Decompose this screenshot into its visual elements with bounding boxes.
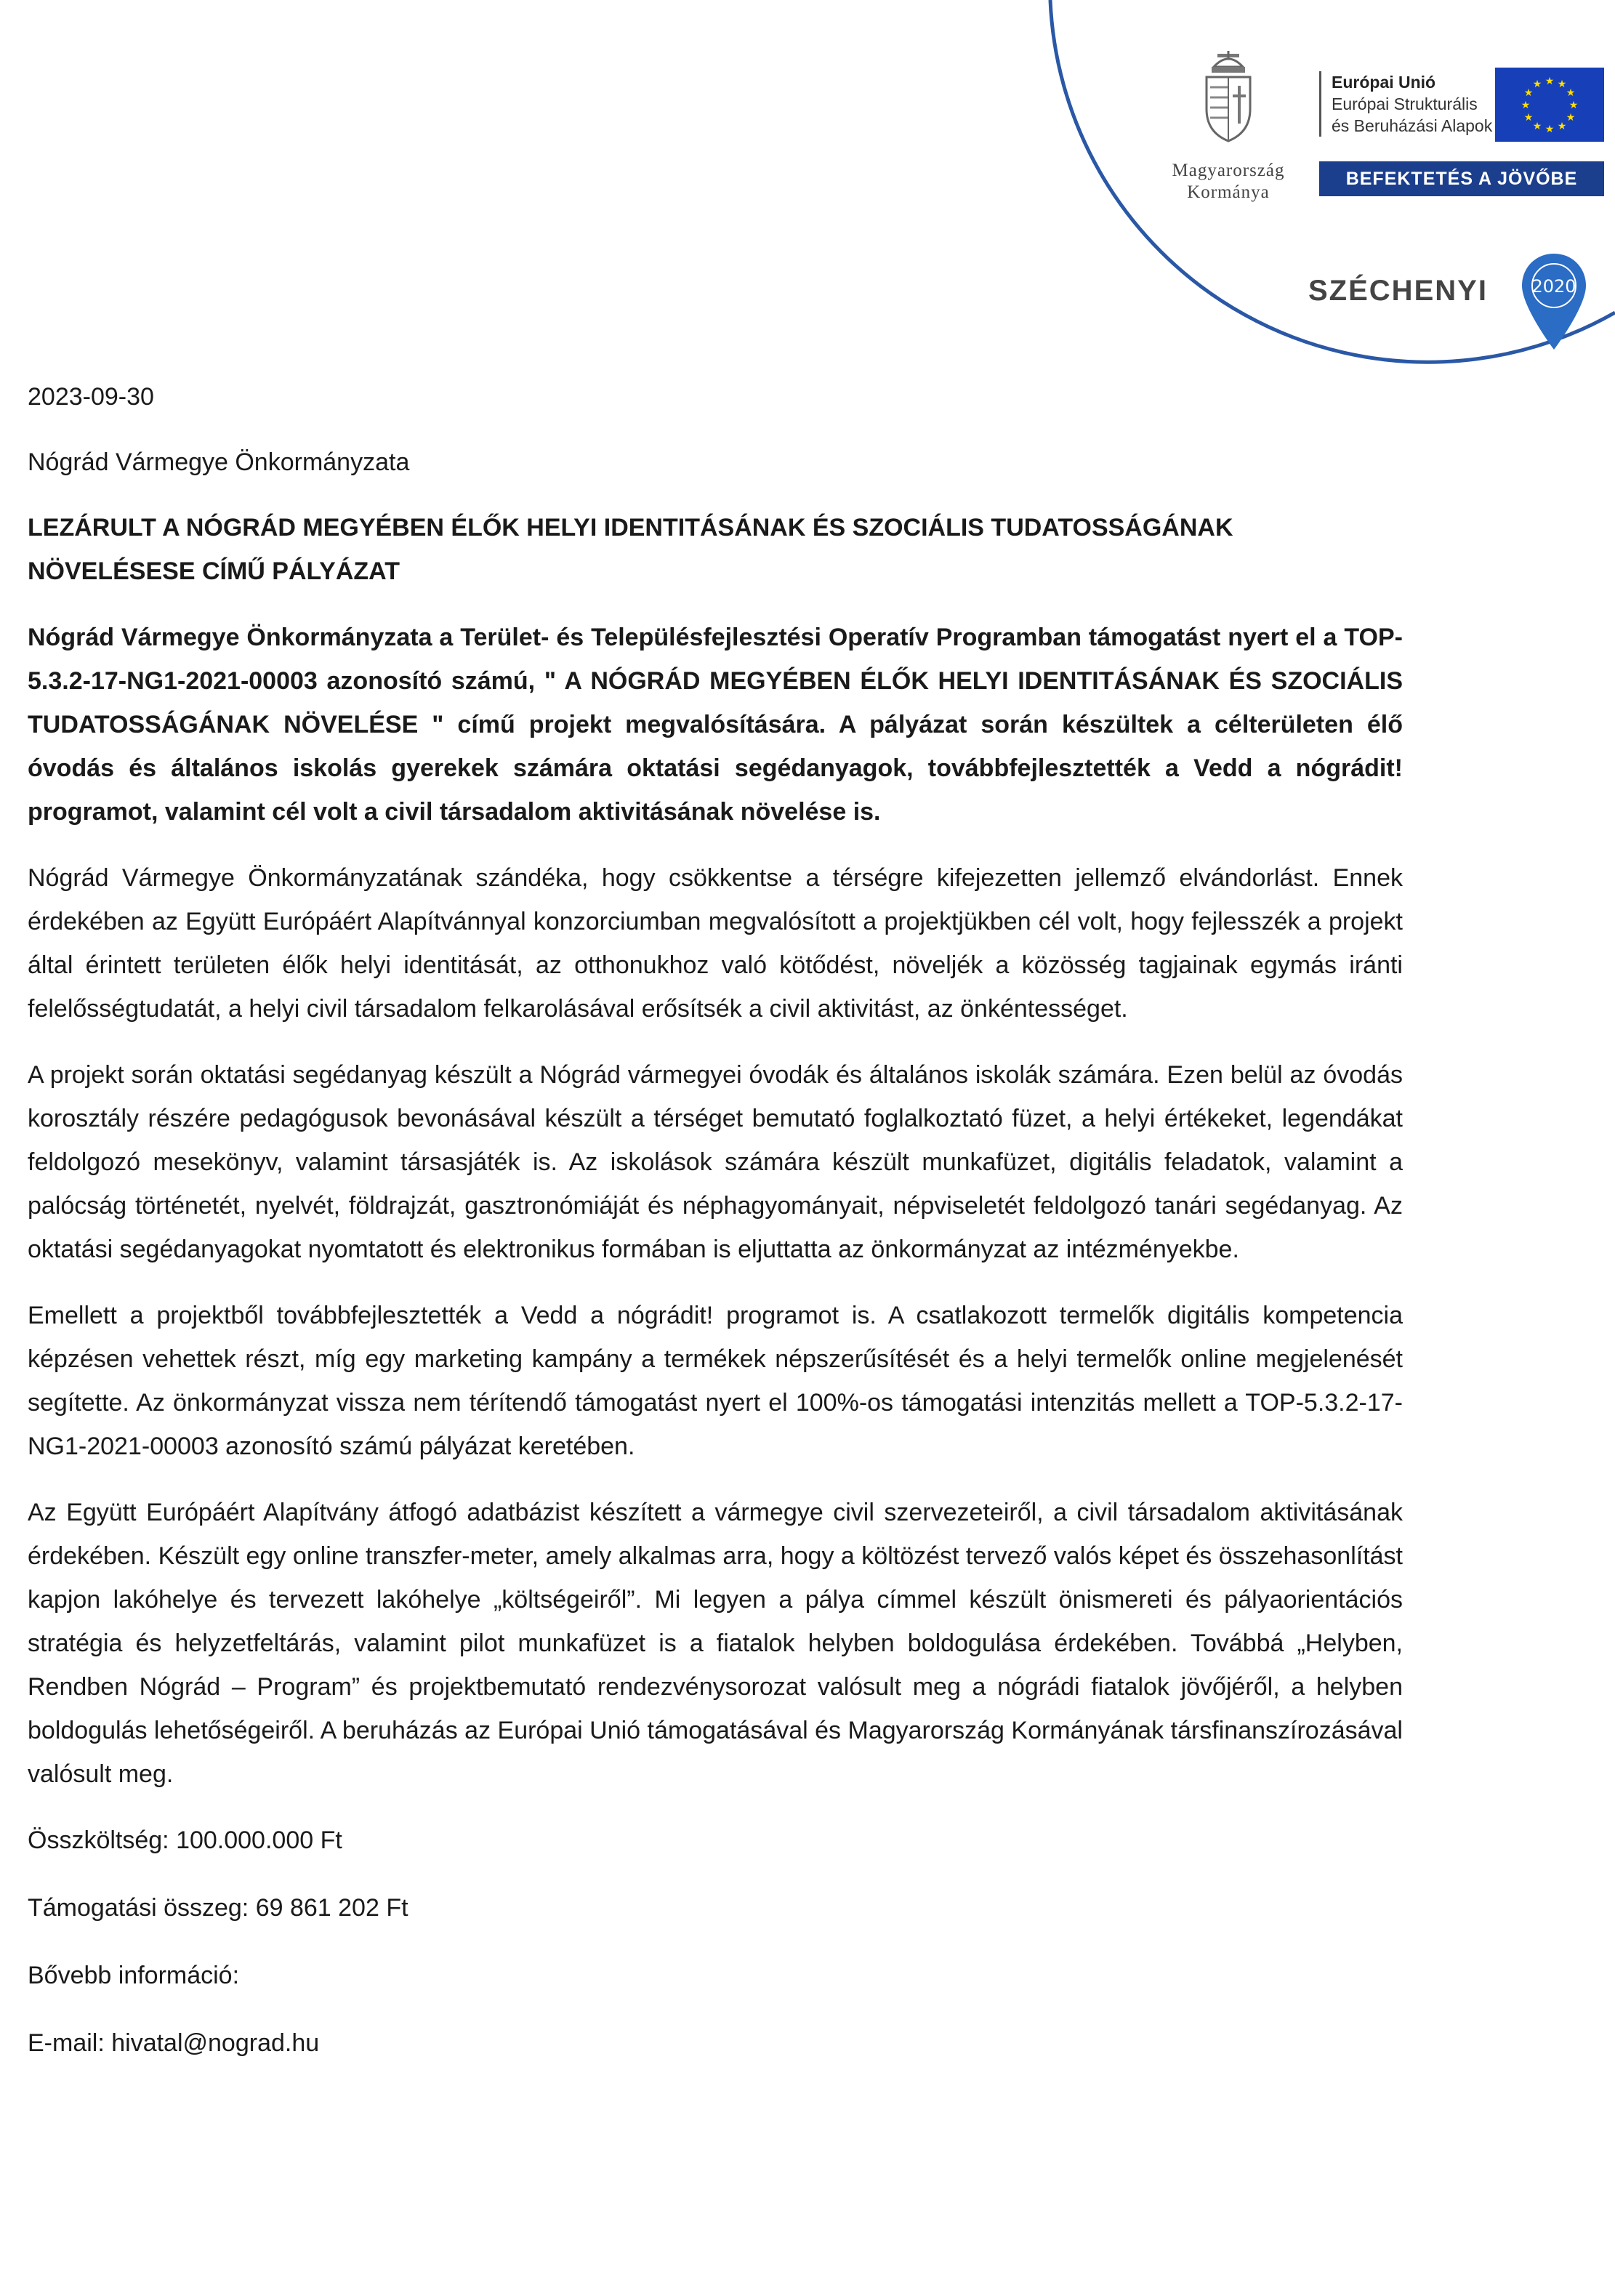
svg-text:★: ★	[1566, 87, 1576, 99]
eu-line3: és Beruházási Alapok	[1332, 116, 1493, 135]
gov-name-line2: Kormánya	[1187, 182, 1270, 202]
contact-email[interactable]: E-mail: hivatal@nograd.hu	[28, 2029, 320, 2057]
lead-paragraph: Nógrád Vármegye Önkormányzata a Terület- és Településfejlesztési Operatív Programban támogatást nyert el a TOP-5.3.2-17-NG1-2021-00003 azonosító számú, " A NÓGRÁD MEGYÉBEN ÉLŐK HELYI IDENTITÁSÁNAK ÉS SZOCIÁLIS TUDATOSSÁGÁNAK NÖVELÉSE " című projekt megvalósítására. A pályázat során készültek a célterületen élő óvodás és általános iskolás gyerekek számára oktatási segédanyagok, továbbfejlesztették a Vedd a nógrádit! programot, valamint cél volt a civil társadalom aktivitásának növelése is.	[28, 624, 1403, 826]
total-cost: Összköltség: 100.000.000 Ft	[28, 1826, 342, 1854]
more-info-label: Bővebb információ:	[28, 1962, 240, 1989]
decorative-arc	[0, 0, 1615, 407]
svg-text:★: ★	[1544, 124, 1555, 135]
svg-text:★: ★	[1521, 100, 1531, 111]
svg-text:★: ★	[1557, 78, 1567, 90]
document-body	[28, 375, 1403, 2089]
eu-flag-icon	[1495, 68, 1604, 142]
support-amount: Támogatási összeg: 69 861 202 Ft	[28, 1894, 408, 1922]
svg-text:★: ★	[1523, 112, 1534, 124]
hungarian-crest-icon	[1196, 51, 1261, 145]
organization-name: Nógrád Vármegye Önkormányzata	[28, 448, 410, 476]
body-paragraph-3: Emellett a projektből továbbfejlesztették a Vedd a nógrádit! programot is. A csatlakozott termelők digitális kompetencia képzésen vehettek részt, míg egy marketing kampány a termékek népszerűsítését és a helyi termelők online megjelenését segítette. Az önkormányzat vissza nem térítendő támogatást nyert el 100%-os támogatási intenzitás mellett a TOP-5.3.2-17-NG1-2021-00003 azonosító számú pályázat keretében.	[28, 1302, 1403, 1460]
body-paragraph-2: A projekt során oktatási segédanyag készült a Nógrád vármegyei óvodák és általános iskolák számára. Ezen belül az óvodás korosztály részére pedagógusok bevonásával készült a térséget bemutató foglalkoztató füzet, a helyi értékeket, legendákat feldolgozó mesekönyv, valamint társasjáték is. Az iskolások számára készült munkafüzet, digitális feladatok, valamint a palócság történetét, nyelvét, földrajzát, gasztronómiáját és néphagyományait, népviseletét feldolgozó tanári segédanyag. Az oktatási segédanyagokat nyomtatott és elektronikus formában is eljuttatta az önkormányzat az intézményekbe.	[28, 1061, 1403, 1263]
svg-text:★: ★	[1532, 121, 1542, 132]
eu-line2: Európai Strukturális	[1332, 94, 1478, 113]
svg-text:★: ★	[1566, 112, 1576, 124]
document-title: LEZÁRULT A NÓGRÁD MEGYÉBEN ÉLŐK HELYI IDENTITÁSÁNAK ÉS SZOCIÁLIS TUDATOSSÁGÁNAK NÖVELÉSESE CÍMŰ PÁLYÁZAT	[28, 514, 1233, 585]
body-paragraph-1: Nógrád Vármegye Önkormányzatának szándéka, hogy csökkentse a térségre kifejezetten jellemző elvándorlást. Ennek érdekében az Együtt Európáért Alapítvánnyal konzorciumban megvalósított a projektjükben cél volt, hogy fejlesszék a projekt által érintett területen élők helyi identitását, az otthonukhoz való kötődést, növeljék a közösség tagjainak egymás iránti felelősségtudatát, a helyi civil társadalom felkarolásával erősítsék a civil aktivitást, az önkéntességet.	[28, 864, 1403, 1023]
svg-text:★: ★	[1557, 121, 1567, 132]
svg-text:★: ★	[1568, 100, 1579, 111]
eu-line1: Európai Unió	[1332, 73, 1436, 92]
svg-text:★: ★	[1544, 76, 1555, 87]
document-date: 2023-09-30	[28, 383, 154, 411]
invest-banner: BEFEKTETÉS A JÖVŐBE	[1319, 161, 1604, 196]
svg-text:★: ★	[1532, 78, 1542, 90]
szechenyi-year: 2020	[1531, 276, 1576, 297]
eu-funds-label	[1319, 71, 1492, 137]
body-paragraph-4: Az Együtt Európáért Alapítvány átfogó adatbázist készített a vármegye civil szervezeteiről, a civil társadalom aktivitásának érdekében. Készült egy online transzfer-meter, amely alkalmas arra, hogy a költözést tervező valós képet és összehasonlítást kapjon lakóhelye és tervezett lakóhelye „költségeiről”. Mi legyen a pálya címmel készült önismereti és pályaorientációs stratégia és helyzetfeltárás, valamint pilot munkafüzet is a fiatalok helyben boldogulása érdekében. Továbbá „Helyben, Rendben Nógrád – Program” és projektbemutató rendezvénysorozat valósult meg a nógrádi fiatalok jövőjéről, a helyben boldogulás lehetőségeiről. A beruházás az Európai Unió támogatásával és Magyarország Kormányának társfinanszírozásával valósult meg.	[28, 1499, 1403, 1788]
gov-name	[1141, 160, 1316, 204]
svg-text:★: ★	[1523, 87, 1534, 99]
szechenyi-logo-text: SZÉCHENYI	[1308, 275, 1488, 307]
szechenyi-pin-icon	[1519, 251, 1589, 353]
gov-name-line1: Magyarország	[1172, 161, 1285, 180]
